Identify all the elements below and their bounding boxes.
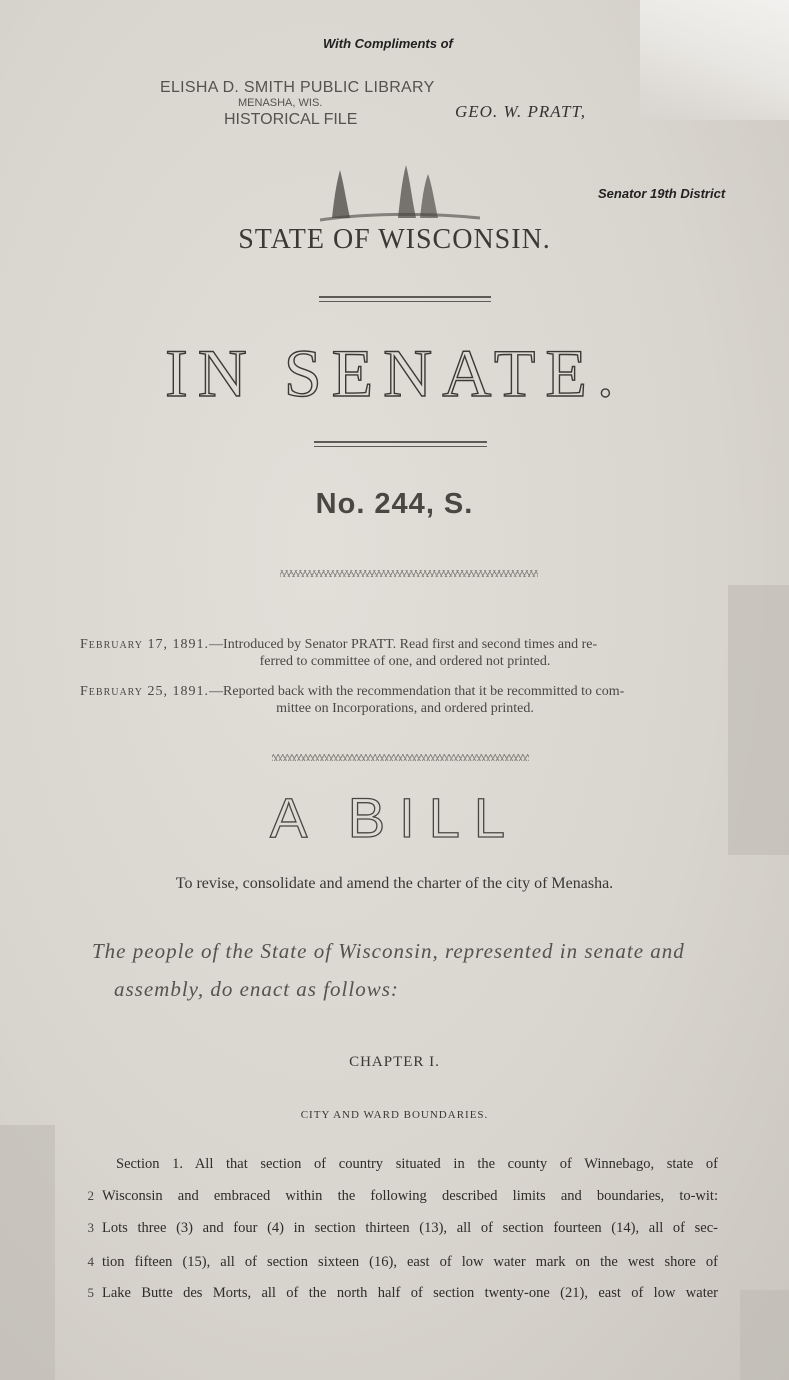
chapter-title: CITY AND WARD BOUNDARIES. — [300, 1109, 489, 1121]
line-number: 3 — [87, 1220, 94, 1235]
history-entry — [80, 637, 730, 671]
line-text: Wisconsin and embraced within the following described limits and boundaries, to-wit: — [102, 1188, 718, 1204]
bill-number: No. 244, S. — [315, 488, 474, 520]
chamber-heading: IN SENATE. — [165, 335, 624, 411]
bill-text-line — [0, 1254, 789, 1284]
enacting-clause-line: assembly, do enact as follows: — [114, 977, 399, 1001]
senator-name: GEO. W. PRATT, — [455, 102, 586, 121]
double-rule — [319, 296, 491, 302]
history-text: —Introduced by Senator PRATT. Read first and second times and re- — [209, 637, 598, 652]
line-number: 5 — [87, 1285, 94, 1300]
line-text: Lots three (3) and four (4) in section thirteen (13), all of section fourteen (14), all of sec- — [102, 1220, 718, 1236]
history-text-continued: mittee on Incorporations, and ordered printed. — [276, 700, 534, 716]
history-text-continued: ferred to committee of one, and ordered not printed. — [259, 653, 551, 669]
history-date: February 17, 1891. — [80, 637, 210, 652]
library-stamp — [160, 78, 435, 130]
bill-heading: A BILL — [269, 786, 520, 849]
line-text: tion fifteen (15), all of section sixteen (16), east of low water mark on the west shore of — [102, 1254, 718, 1270]
history-text: —Reported back with the recommendation that it be recommitted to com- — [209, 684, 625, 699]
torn-corner — [640, 0, 789, 120]
line-number: 4 — [87, 1254, 94, 1269]
stamp-file: HISTORICAL FILE — [224, 111, 358, 129]
stamp-library-name: ELISHA D. SMITH PUBLIC LIBRARY — [160, 79, 435, 96]
bill-text-line — [0, 1188, 789, 1218]
senator-district: Senator 19th District — [598, 186, 726, 201]
line-number: 2 — [87, 1188, 94, 1203]
bill-text-line — [0, 1220, 789, 1250]
line-text: Section 1. All that section of country situated in the county of Winnebago, state of — [116, 1156, 718, 1172]
wavy-rule — [280, 570, 538, 577]
stamp-city: MENASHA, WIS. — [238, 97, 323, 110]
state-heading: STATE OF WISCONSIN. — [238, 224, 551, 255]
history-entry — [80, 684, 730, 718]
history-date: February 25, 1891. — [80, 684, 210, 699]
double-rule — [314, 441, 487, 447]
enacting-clause — [92, 932, 732, 1008]
compliments-text: With Compliments of — [323, 36, 453, 51]
bill-text-line — [0, 1285, 789, 1315]
enacting-clause-line: The people of the State of Wisconsin, represented in senate and — [92, 939, 685, 963]
bill-subtitle: To revise, consolidate and amend the charter of the city of Menasha. — [175, 875, 614, 892]
ink-blot-icon — [320, 160, 480, 230]
wavy-rule — [272, 754, 529, 761]
line-text: Lake Butte des Morts, all of the north half of section twenty-one (21), east of low water — [102, 1285, 718, 1301]
chapter-heading: CHAPTER I. — [349, 1054, 440, 1070]
bill-text-line — [0, 1156, 789, 1186]
